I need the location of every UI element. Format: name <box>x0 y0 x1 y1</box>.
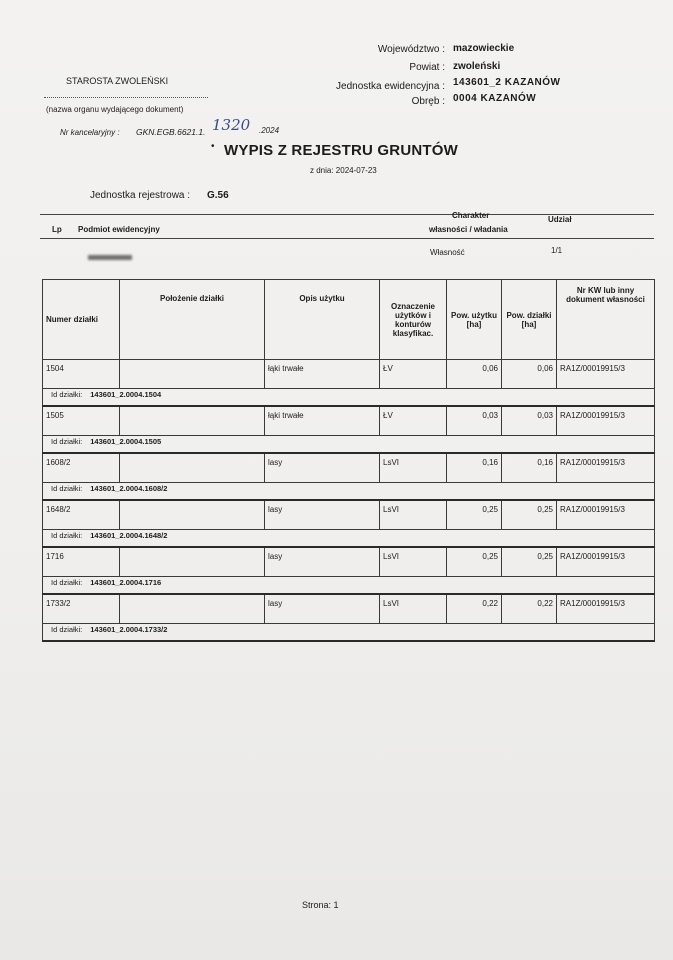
office-number-label: Nr kancelaryjny : <box>60 128 120 137</box>
parcel-id-value: 143601_2.0004.1716 <box>90 578 162 587</box>
parcel-number-cell: 1648/2 <box>43 500 120 530</box>
parcel-number-cell: 1716 <box>43 547 120 577</box>
office-number-value: GKN.EGB.6621.1. <box>136 127 206 137</box>
table-row <box>43 547 655 577</box>
use-description-cell: lasy <box>265 500 380 530</box>
document-title: WYPIS Z REJESTRU GRUNTÓW <box>224 142 458 159</box>
parcel-id-row <box>43 436 655 454</box>
powiat-label: Powiat : <box>409 62 445 73</box>
use-description-cell: łąki trwałe <box>265 360 380 389</box>
parcel-number-cell: 1608/2 <box>43 453 120 483</box>
parcel-id-row <box>43 389 655 407</box>
table-row <box>43 360 655 389</box>
parcel-id-cell <box>43 389 655 407</box>
owner-character-header-2: własności / władania <box>429 225 508 234</box>
title-bullet: • <box>211 141 215 152</box>
registration-unit-value: G.56 <box>207 190 229 201</box>
use-area-cell: 0,03 <box>447 406 502 436</box>
parcel-id-label: Id działki: <box>51 484 83 493</box>
owner-character-header-1: Charakter <box>452 211 490 220</box>
col-header-location: Położenie działki <box>120 280 265 360</box>
parcel-id-cell <box>43 577 655 595</box>
col-header-kw-number: Nr KW lub inny dokument własności <box>557 280 655 360</box>
parcel-id-label: Id działki: <box>51 578 83 587</box>
obreb-value: 0004 KAZANÓW <box>453 93 537 104</box>
owner-share-value: 1/1 <box>551 246 563 255</box>
parcel-id-row <box>43 530 655 548</box>
designation-cell: LsVI <box>380 594 447 624</box>
redacted-owner-name <box>88 255 132 260</box>
designation-cell: LsVI <box>380 453 447 483</box>
designation-cell: ŁV <box>380 360 447 389</box>
kw-number-cell: RA1Z/00019915/3 <box>557 547 655 577</box>
use-description-cell: łąki trwałe <box>265 406 380 436</box>
table-header-row <box>43 280 655 360</box>
parcel-area-cell: 0,25 <box>502 547 557 577</box>
col-header-designation: Oznaczenie użytków i konturów klasyfikac. <box>380 280 447 360</box>
parcel-location-cell <box>120 360 265 389</box>
parcel-id-cell <box>43 624 655 642</box>
owner-subject-header: Podmiot ewidencyjny <box>78 225 160 234</box>
authority-caption: (nazwa organu wydającego dokument) <box>46 105 184 114</box>
owner-share-header: Udział <box>548 215 572 224</box>
jednostka-ewidencyjna-value: 143601_2 KAZANÓW <box>453 77 561 88</box>
col-header-use-area: Pow. użytku [ha] <box>447 280 502 360</box>
wojewodztwo-label: Województwo : <box>377 44 445 55</box>
use-description-cell: lasy <box>265 547 380 577</box>
parcels-table <box>42 279 655 642</box>
parcel-id-cell <box>43 530 655 548</box>
col-header-parcel-number: Numer działki <box>43 280 120 360</box>
parcel-number-cell: 1733/2 <box>43 594 120 624</box>
parcel-area-cell: 0,03 <box>502 406 557 436</box>
parcel-id-label: Id działki: <box>51 390 83 399</box>
office-year: .2024 <box>259 126 280 135</box>
use-description-cell: lasy <box>265 594 380 624</box>
parcel-id-cell <box>43 436 655 454</box>
owner-header-line <box>40 238 654 239</box>
powiat-value: zwoleński <box>453 61 501 72</box>
owner-lp-header: Lp <box>52 225 62 234</box>
parcel-id-row <box>43 624 655 642</box>
parcel-id-label: Id działki: <box>51 625 83 634</box>
col-header-use-description: Opis użytku <box>265 280 380 360</box>
use-area-cell: 0,16 <box>447 453 502 483</box>
parcel-area-cell: 0,16 <box>502 453 557 483</box>
kw-number-cell: RA1Z/00019915/3 <box>557 360 655 389</box>
parcel-id-row <box>43 577 655 595</box>
table-row <box>43 500 655 530</box>
jednostka-ewidencyjna-label: Jednostka ewidencyjna : <box>336 81 445 92</box>
kw-number-cell: RA1Z/00019915/3 <box>557 453 655 483</box>
use-area-cell: 0,25 <box>447 547 502 577</box>
parcel-id-value: 143601_2.0004.1608/2 <box>90 484 168 493</box>
use-area-cell: 0,22 <box>447 594 502 624</box>
parcel-area-cell: 0,25 <box>502 500 557 530</box>
parcel-id-cell <box>43 483 655 501</box>
parcel-area-cell: 0,06 <box>502 360 557 389</box>
parcel-number-cell: 1505 <box>43 406 120 436</box>
authority-name: STAROSTA ZWOLEŃSKI <box>66 76 169 86</box>
parcel-location-cell <box>120 547 265 577</box>
col-header-parcel-area: Pow. działki [ha] <box>502 280 557 360</box>
parcel-id-value: 143601_2.0004.1648/2 <box>90 531 168 540</box>
parcel-location-cell <box>120 406 265 436</box>
parcel-id-value: 143601_2.0004.1733/2 <box>90 625 168 634</box>
parcel-location-cell <box>120 594 265 624</box>
use-area-cell: 0,25 <box>447 500 502 530</box>
document-date: z dnia: 2024-07-23 <box>310 166 377 175</box>
designation-cell: LsVI <box>380 500 447 530</box>
parcel-id-row <box>43 483 655 501</box>
parcel-id-label: Id działki: <box>51 531 83 540</box>
designation-cell: ŁV <box>380 406 447 436</box>
parcel-id-value: 143601_2.0004.1505 <box>90 437 162 446</box>
kw-number-cell: RA1Z/00019915/3 <box>557 406 655 436</box>
parcel-id-value: 143601_2.0004.1504 <box>90 390 162 399</box>
parcel-id-label: Id działki: <box>51 437 83 446</box>
parcel-area-cell: 0,22 <box>502 594 557 624</box>
parcel-location-cell <box>120 500 265 530</box>
use-description-cell: lasy <box>265 453 380 483</box>
table-row <box>43 453 655 483</box>
owner-character-value: Własność <box>430 248 465 257</box>
use-area-cell: 0,06 <box>447 360 502 389</box>
parcel-number-cell: 1504 <box>43 360 120 389</box>
kw-number-cell: RA1Z/00019915/3 <box>557 594 655 624</box>
table-row <box>43 406 655 436</box>
registration-unit-label: Jednostka rejestrowa : <box>90 190 191 201</box>
table-row <box>43 594 655 624</box>
wojewodztwo-value: mazowieckie <box>453 43 515 54</box>
obreb-label: Obręb : <box>411 96 445 107</box>
parcel-location-cell <box>120 453 265 483</box>
authority-dotted-line <box>44 97 208 98</box>
designation-cell: LsVI <box>380 547 447 577</box>
kw-number-cell: RA1Z/00019915/3 <box>557 500 655 530</box>
handwritten-number: 1320 <box>212 116 251 134</box>
page-number: Strona: 1 <box>302 900 339 910</box>
